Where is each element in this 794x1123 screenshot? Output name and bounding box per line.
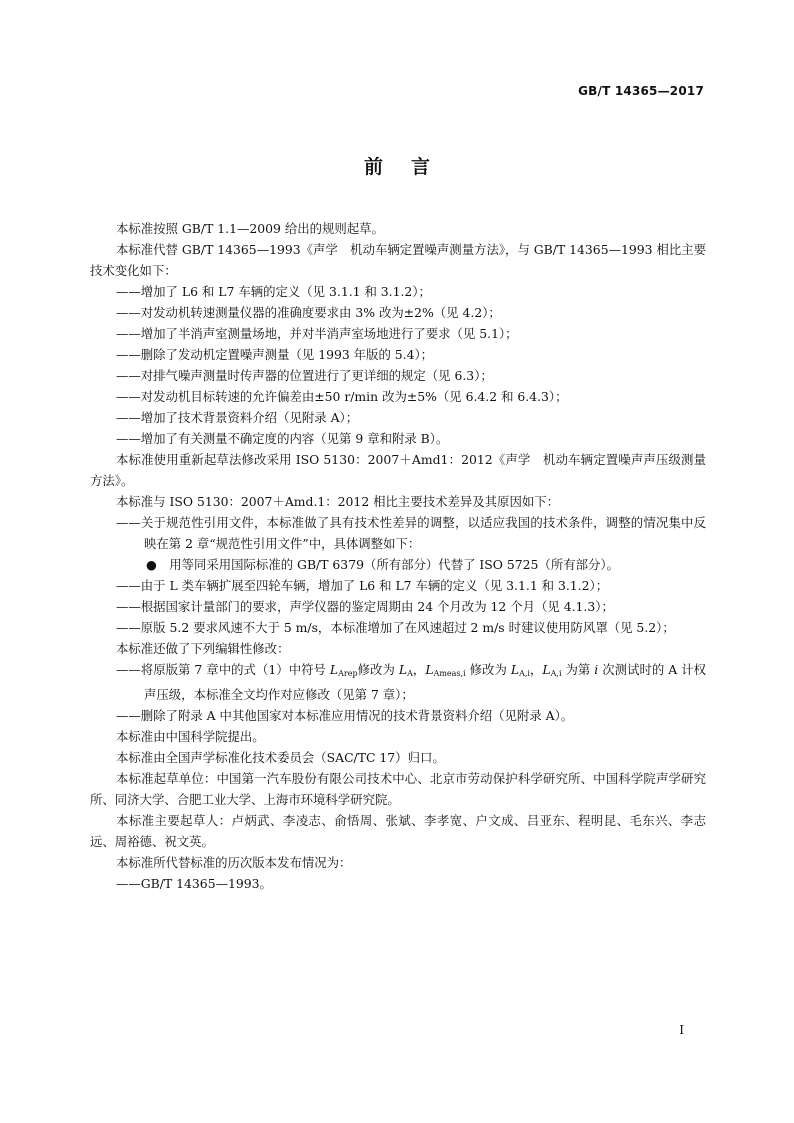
change-item: ——增加了半消声室测量场地，并对半消声室场地进行了要求（见 5.1）； [116,326,518,341]
difference-item: ——原版 5.2 要求风速不大于 5 m/s，本标准增加了在风速超过 2 m/s 时建议使用防风罩（见 5.2）； [116,620,675,635]
paragraph-history: 本标准所代替标准的历次版本发布情况为： [116,855,352,870]
page-number: I [679,1023,684,1037]
difference-item: ——根据国家计量部门的要求，声学仪器的鉴定周期由 24 个月改为 12 个月（见 4.1.3）； [116,599,614,614]
paragraph-differences: 本标准与 ISO 5130：2007＋Amd.1：2012 相比主要技术差异及其原因如下： [116,494,560,509]
change-item: ——增加了有关测量不确定度的内容（见第 9 章和附录 B）。 [116,431,449,446]
change-item: ——对发动机目标转速的允许偏差由±50 r/min 改为±5%（见 6.4.2 和 6.4.3）； [116,389,568,404]
paragraph-committee: 本标准由全国声学标准化技术委员会（SAC/TC 17）归口。 [116,750,445,765]
history-item: ——GB/T 14365—1993。 [116,876,272,891]
paragraph-replaces: 本标准代替 GB/T 14365—1993《声学 机动车辆定置噪声测量方法》，与 GB/T 14365—1993 相比主要技术变化如下： [90,242,706,278]
foreword-body [90,218,706,894]
standard-code-header: GB/T 14365—2017 [578,84,704,98]
bullet-item: ● 用等同采用国际标准的 GB/T 6379（所有部分）代替了 ISO 5725（所有部分）。 [146,557,619,572]
editorial-item-formula: ——将原版第 7 章中的式（1）中符号 $L_{Arep}$修改为 $L_A$，$L_{Ameas,i}$ 修改为 $L_{A,i}$，$L_{A,i}$ 为第 i 次测试时的 A 计权声压级，本标准全文均作对应修改（见第 7 章）； [116,662,706,702]
change-item: ——增加了技术背景资料介绍（见附录 A）； [116,410,359,425]
change-item: ——删除了发动机定置噪声测量（见 1993 年版的 5.4）； [116,347,434,362]
change-item: ——增加了 L6 和 L7 车辆的定义（见 3.1.1 和 3.1.2）； [116,284,431,299]
page-title: 前言 [363,156,458,178]
paragraph-proposer: 本标准由中国科学院提出。 [116,729,265,744]
editorial-item: ——删除了附录 A 中其他国家对本标准应用情况的技术背景资料介绍（见附录 A）。 [116,708,574,723]
change-item: ——对排气噪声测量时传声器的位置进行了更详细的规定（见 6.3）； [116,368,493,383]
paragraph-drafting-rules: 本标准按照 GB/T 1.1—2009 给出的规则起草。 [116,221,384,236]
paragraph-adoption: 本标准使用重新起草法修改采用 ISO 5130：2007＋Amd1：2012《声学 机动车辆定置噪声声压级测量方法》。 [90,452,706,488]
paragraph-editorial: 本标准还做了下列编辑性修改： [116,641,290,656]
paragraph-drafters: 本标准主要起草人：卢炳武、李凌志、俞悟周、张斌、李孝宽、户文成、吕亚东、程明昆、毛东兴、李志远、周裕德、祝文英。 [90,813,706,849]
difference-item: ——关于规范性引用文件，本标准做了具有技术性差异的调整，以适应我国的技术条件，调整的情况集中反映在第 2 章“规范性引用文件”中，具体调整如下： [116,515,706,551]
paragraph-drafting-units: 本标准起草单位：中国第一汽车股份有限公司技术中心、北京市劳动保护科学研究所、中国科学院声学研究所、同济大学、合肥工业大学、上海市环境科学研究院。 [90,771,706,807]
change-item: ——对发动机转速测量仪器的准确度要求由 3% 改为±2%（见 4.2）； [116,305,501,320]
difference-item: ——由于 L 类车辆扩展至四轮车辆，增加了 L6 和 L7 车辆的定义（见 3.1.1 和 3.1.2）； [116,578,609,593]
